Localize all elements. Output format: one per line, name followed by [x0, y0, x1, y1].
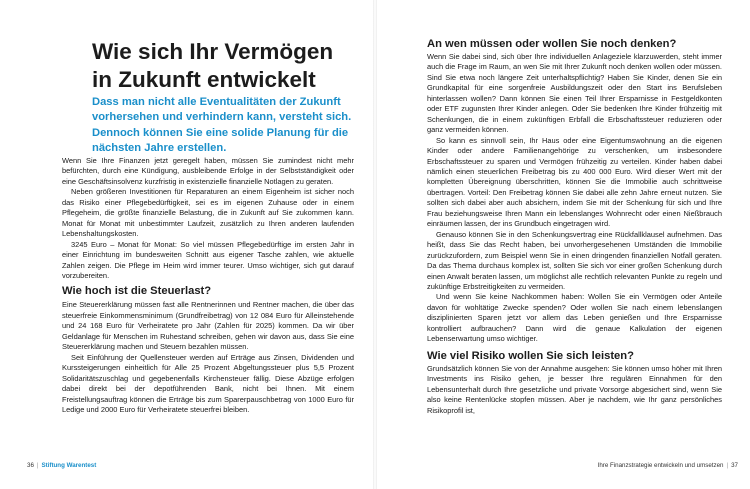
body-paragraph: Und wenn Sie keine Nachkommen haben: Wollen Sie ein Vermögen oder Anteile davon für wohltätige Zwecke spenden? Oder wollen Sie nach einem lebenslangen disziplinierten Sparen jetzt vor allem das Leben genießen und Ihre Ersparnisse kontrolliert aufbrauchen? Dann wird die genaue Kalkulation der eigenen Lebenserwartung umso wichtiger. — [427, 292, 722, 344]
footer-separator: | — [36, 462, 39, 469]
left-body-column — [62, 156, 354, 415]
right-footer — [598, 462, 738, 470]
body-paragraph: Grundsätzlich können Sie von der Annahme ausgehen: Sie können umso höher mit Ihren Investments ins Risiko gehen, je besser Ihre regulären Einnahmen für den Lebensunterhalt durch Ihre gesetzliche und private Vorsorge abgesichert sind, wenn Sie also keine Rentenlücke stopfen müssen. Aber je nachdem, wie Ihr ganz persönliches Risikoprofil ist, — [427, 363, 722, 415]
lead-paragraph: Dass man nicht alle Eventualitäten der Zukunft vorhersehen und verhindern kann, versteht sich. Dennoch können Sie eine solide Planung für die nächsten Jahre erstellen. — [92, 96, 352, 154]
brand-name: Stiftung Warentest — [41, 462, 97, 469]
body-paragraph: So kann es sinnvoll sein, Ihr Haus oder eine Eigentumswohnung an die eigenen Kinder oder andere Familienangehörige zu verschenken, um insbesondere Erbschaftssteuer zu sparen und Vermögen frühzeitig zu verteilen. Kinder haben dabei nämlich einen steuerlichen Freibetrag bis zu 400 000 Euro. Wird dieser Wert mit der kompletten Übereignung überschritten, können Sie die Immobilie auch schrittweise übertragen. Vorteil: Den Freibetrag können Sie dabei alle zehn Jahre erneut nutzen. Sie sollten sich dabei aber auch absichern, indem Sie mit der Schenkung für sich und Ihre Frau beziehungsweise Ihren Mann ein lebenslanges Wohnrecht oder einen Nießbrauch einräumen lassen, der ins Grundbuch eingetragen wird. — [427, 135, 722, 229]
left-footer — [27, 462, 96, 470]
body-paragraph: Neben größeren Investitionen für Reparaturen an einem Eigenheim ist sicher noch das Risiko einer Pflegebedürftigkeit, sei es im eigenen Zuhause oder in einem Pflegeheim, die größte finanzielle Belastung, die in Zukunft auf Sie zukommen kann. Monat für Monat mit unbestimmter Laufzeit, zusätzlich zu Ihren anderen laufenden Lebenshaltungskosten. — [62, 187, 354, 239]
section-heading-heirs: An wen müssen oder wollen Sie noch denken? — [427, 38, 677, 50]
page-title-line-1: Wie sich Ihr Vermögen — [92, 39, 334, 64]
body-paragraph: Genauso können Sie in den Schenkungsvertrag eine Rückfallklausel aufnehmen. Das heißt, dass Sie das Recht haben, bei unvorhergesehenen Umständen die Immobilie zurückzufordern, zum Beispiel wenn Sie in einen dringenden finanziellen Notfall geraten. Da das Thema durchaus komplex ist, sollten Sie sich vor einer großen Schenkung durch einen Anwalt beraten lassen, um möglichst alle rechtlich relevanten Punkte zu regeln und zukünftige Erbstreitigkeiten zu vermeiden. — [427, 229, 722, 291]
body-paragraph: Eine Steuererklärung müssen fast alle Rentnerinnen und Rentner machen, die über das steuerfreie Einkommensminimum (Grundfreibetrag) von 12 084 Euro für Alleinstehende und 24 168 Euro für Verheiratete pro Jahr (Zahlen für 2025) kommen. Da wir über Geldanlage für Menschen im Ruhestand schreiben, gehen wir davon aus, dass Sie eine Steuererklärung machen und Steuern bezahlen müssen. — [62, 300, 354, 352]
footer-separator: | — [726, 462, 729, 469]
body-paragraph: Seit Einführung der Quellensteuer werden auf Erträge aus Zinsen, Dividenden und Kurssteigerungen einheitlich für Alle 25 Prozent Abgeltungssteuer plus 5,5 Prozent Solidaritätszuschlag und gegebenenfalls Kirchensteuer fällig. Diese Abzüge erfolgen dabei direkt bei der depotführenden Bank, nicht bei Ihnen. Mit einem Freistellungsauftrag können die Erträge bis zum Sparerpauschbetrag von 1000 Euro für Ledige und 2000 Euro für Verheiratete steuerfrei bleiben. — [62, 352, 354, 414]
body-paragraph: 3245 Euro – Monat für Monat: So viel müssen Pflegebedürftige im ersten Jahr in einer Einrichtung im bundesweiten Schnitt aus eigener Tasche zahlen, wie aktuelle Zahlen zeigen. Die Pflege im Heim wird immer teurer. Umso wichtiger, sich gut darauf vorzubereiten. — [62, 239, 354, 280]
page-number: 36 — [27, 462, 34, 469]
body-paragraph: Wenn Sie dabei sind, sich über Ihre individuellen Anlageziele klarzuwerden, steht immer auch die Frage im Raum, an wen Sie mit Ihrer Zukunft noch denken wollen oder müssen. Sind Sie etwa noch längere Zeit unterhaltspflichtig? Haben Sie Kinder, denen Sie ein Grundkapital für eine sorgenfreie Ausbildungszeit oder den Start ins Berufsleben hinterlassen wollen? Dann können Sie einen Teil Ihrer Ersparnisse in Festgeldkonten oder ETF zugunsten Ihrer Kinder anlegen. Oder Sie bedenken Ihre Kinder frühzeitig mit Schenkungen, die in einem zukünftigen Erbfall die Erbschaftssteuer reduzieren oder ganz vermeiden können. — [427, 52, 722, 135]
section-heading-risk: Wie viel Risiko wollen Sie sich leisten? — [427, 349, 634, 362]
page-title — [92, 38, 372, 94]
right-page — [375, 0, 750, 489]
section-heading-tax: Wie hoch ist die Steuerlast? — [62, 285, 212, 298]
chapter-title: Ihre Finanzstrategie entwickeln und umsetzen — [597, 462, 724, 469]
page-number: 37 — [731, 462, 738, 469]
page-title-line-2: in Zukunft entwickelt — [92, 67, 316, 92]
right-body-column — [427, 38, 722, 416]
body-paragraph: Wenn Sie Ihre Finanzen jetzt geregelt haben, müssen Sie zumindest nicht mehr befürchten, durch eine Kündigung, ausbleibende Erfolge in der Selbstständigkeit oder eine Geschäftsinsolvenz kurzfristig in existenzielle finanzielle Notlagen zu geraten. — [62, 156, 354, 186]
